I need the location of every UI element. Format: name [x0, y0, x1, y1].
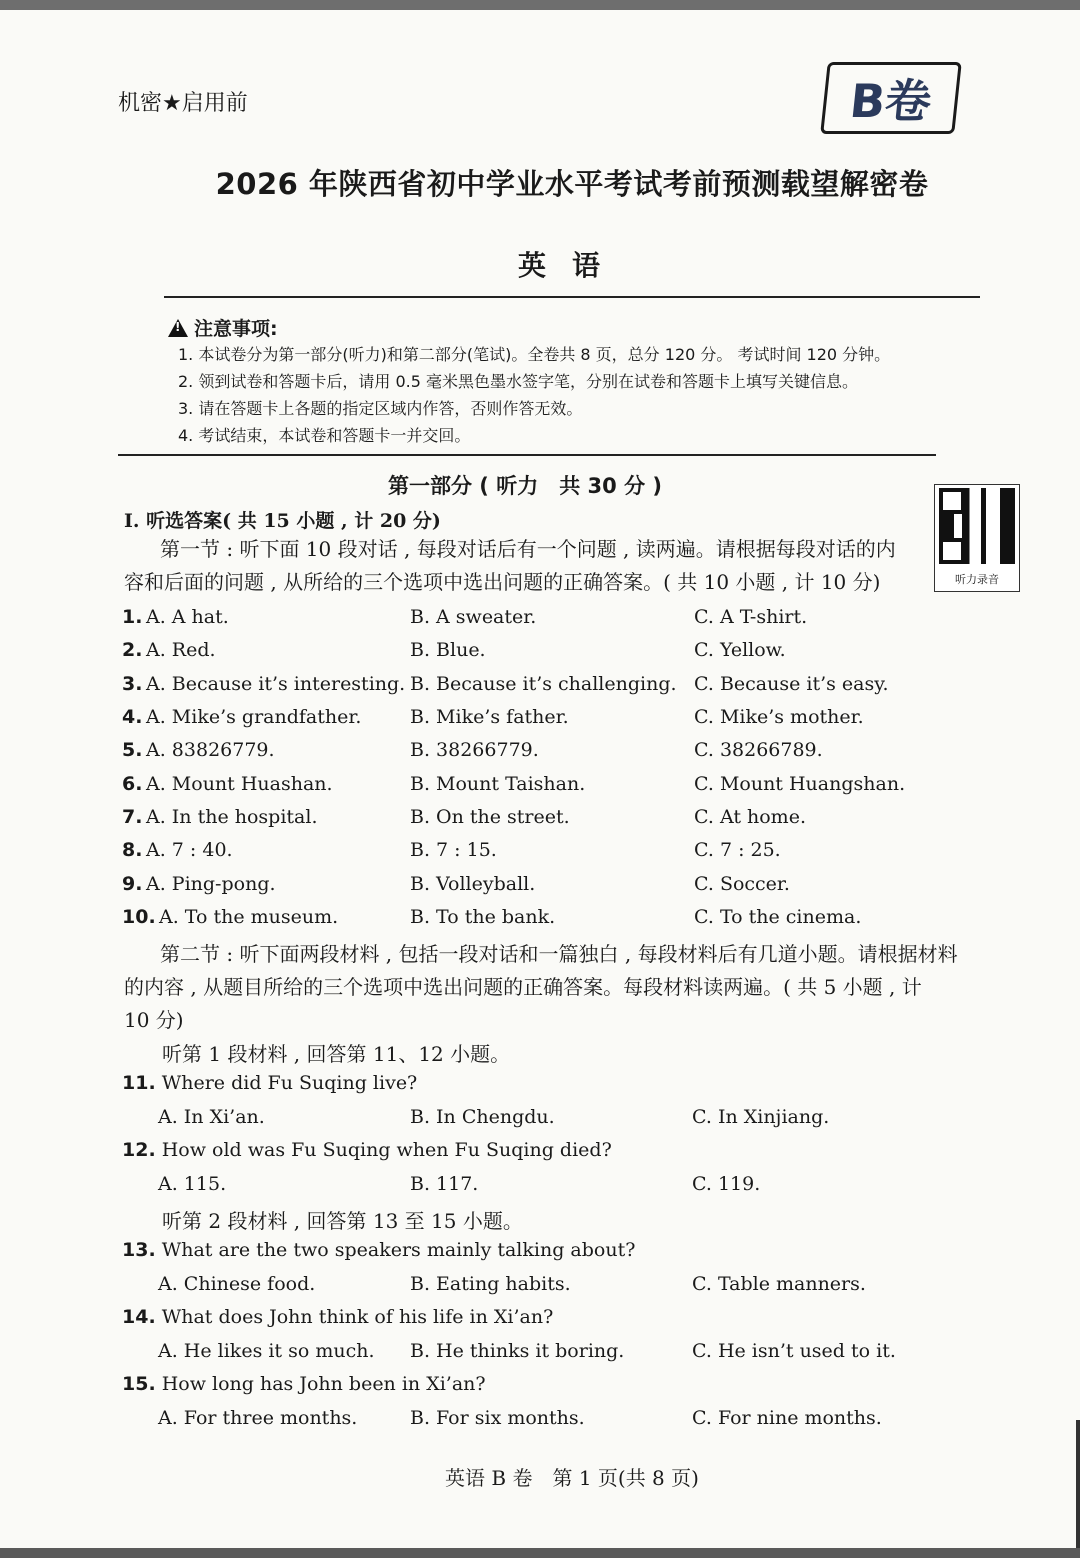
- notice-heading: [168, 314, 890, 341]
- option-b: B. Because it’s challenging.: [410, 673, 677, 695]
- scan-top-edge: [0, 0, 1080, 10]
- option-a: A. 7 : 40.: [146, 839, 233, 861]
- question-number: 11.: [122, 1072, 156, 1094]
- option-a: A. Mount Huashan.: [146, 773, 333, 795]
- option-b: B. A sweater.: [410, 606, 537, 628]
- question-text: What are the two speakers mainly talking about?: [161, 1239, 636, 1261]
- question-number: 2.: [122, 639, 143, 661]
- option-a: A. In the hospital.: [146, 806, 318, 828]
- question-stem: [122, 1373, 486, 1395]
- notice-item: 3. 请在答题卡上各题的指定区域内作答，否则作答无效。: [178, 399, 583, 418]
- section1-title: Ⅰ. 听选答案( 共 15 小题 , 计 20 分): [124, 510, 441, 532]
- question-row: [122, 739, 1002, 769]
- question-number: 15.: [122, 1373, 156, 1395]
- option-b: B. 38266779.: [410, 739, 539, 761]
- option-a: A. Mike’s grandfather.: [146, 706, 362, 728]
- option-b: B. Mount Taishan.: [410, 773, 586, 795]
- warning-icon: [168, 319, 188, 337]
- option-c: C. In Xinjiang.: [692, 1106, 830, 1128]
- option-c: C. 38266789.: [694, 739, 823, 761]
- question-row: [122, 906, 1002, 936]
- option-b: B. Blue.: [410, 639, 486, 661]
- option-row: [158, 1340, 1018, 1370]
- option-b: B. 7 : 15.: [410, 839, 497, 861]
- section1-instruction-line1: 第一节 : 听下面 10 段对话 , 每段对话后有一个问题 , 读两遍。请根据每段对话的内: [160, 537, 896, 561]
- exam-title: 2026 年陕西省初中学业水平考试考前预测载望解密卷: [215, 167, 929, 201]
- option-a: A. Because it’s interesting.: [146, 673, 406, 695]
- option-a: A. To the museum.: [159, 906, 339, 928]
- option-c: C. Yellow.: [694, 639, 786, 661]
- option-c: C. Mike’s mother.: [694, 706, 864, 728]
- notice-heading-text: 注意事项:: [194, 318, 278, 340]
- subject-title: 英语: [517, 249, 626, 282]
- option-b: B. On the street.: [410, 806, 570, 828]
- notice-box: [168, 314, 890, 449]
- option-b: B. He thinks it boring.: [410, 1340, 625, 1362]
- notice-item: 2. 领到试卷和答题卡后，请用 0.5 毫米黑色墨水签字笔，分别在试卷和答题卡上填写关键信息。: [178, 372, 858, 391]
- section2-instruction-line3: 10 分): [124, 1008, 184, 1032]
- question-row: [122, 706, 1002, 736]
- page-footer: 英语 B 卷 第 1 页(共 8 页): [445, 1466, 699, 1490]
- option-c: C. At home.: [694, 806, 806, 828]
- qr-caption: 听力录音: [955, 573, 999, 586]
- question-row: [122, 806, 1002, 836]
- part1-title: 第一部分 ( 听力 共 30 分 ): [388, 474, 662, 498]
- option-a: A. Chinese food.: [158, 1273, 316, 1295]
- question-stem: [122, 1139, 612, 1161]
- option-a: A. For three months.: [158, 1407, 358, 1429]
- question-text: Where did Fu Suqing live?: [161, 1072, 418, 1094]
- question-number: 7.: [122, 806, 143, 828]
- question-number: 10.: [122, 906, 156, 928]
- question-row: [122, 873, 1002, 903]
- option-b: B. For six months.: [410, 1407, 585, 1429]
- question-number: 3.: [122, 673, 143, 695]
- option-a: A. Red.: [146, 639, 216, 661]
- option-c: C. For nine months.: [692, 1407, 882, 1429]
- option-c: C. He isn’t used to it.: [692, 1340, 896, 1362]
- section1-instruction-line2: 容和后面的问题 , 从所给的三个选项中选出问题的正确答案。( 共 10 小题 , 计 10 分): [124, 570, 881, 594]
- option-c: C. 119.: [692, 1173, 761, 1195]
- divider-notice: [118, 454, 936, 456]
- notice-item: 1. 本试卷分为第一部分(听力)和第二部分(笔试)。全卷共 8 页，总分 120 分。 考试时间 120 分钟。: [178, 345, 891, 364]
- option-c: C. Mount Huangshan.: [694, 773, 906, 795]
- option-b: B. Mike’s father.: [410, 706, 569, 728]
- section2-instruction-line2: 的内容 , 从题目所给的三个选项中选出问题的正确答案。每段材料读两遍。( 共 5 小题 , 计: [124, 975, 922, 999]
- question-number: 9.: [122, 873, 143, 895]
- option-b: B. Eating habits.: [410, 1273, 571, 1295]
- divider-top: [164, 296, 980, 298]
- question-number: 1.: [122, 606, 143, 628]
- option-row: [158, 1407, 1018, 1437]
- question-row: [122, 606, 1002, 636]
- option-c: C. Soccer.: [694, 873, 790, 895]
- option-row: [158, 1106, 1018, 1136]
- material2-intro: 听第 2 段材料 , 回答第 13 至 15 小题。: [162, 1209, 523, 1233]
- question-row: [122, 773, 1002, 803]
- question-number: 13.: [122, 1239, 156, 1261]
- question-number: 12.: [122, 1139, 156, 1161]
- question-row: [122, 673, 1002, 703]
- option-c: C. To the cinema.: [694, 906, 862, 928]
- question-number: 5.: [122, 739, 143, 761]
- option-a: A. In Xi’an.: [158, 1106, 265, 1128]
- question-stem: [122, 1306, 553, 1328]
- question-stem: [122, 1072, 417, 1094]
- question-number: 14.: [122, 1306, 156, 1328]
- option-c: C. Table manners.: [692, 1273, 866, 1295]
- option-b: B. Volleyball.: [410, 873, 536, 895]
- paper-version-badge: B卷: [820, 62, 962, 134]
- option-c: C. A T-shirt.: [694, 606, 808, 628]
- option-c: C. Because it’s easy.: [694, 673, 889, 695]
- question-row: [122, 639, 1002, 669]
- scan-bottom-edge: [0, 1548, 1080, 1558]
- option-a: A. A hat.: [146, 606, 229, 628]
- notice-item: 4. 考试结束，本试卷和答题卡一并交回。: [178, 426, 471, 445]
- option-b: B. To the bank.: [410, 906, 556, 928]
- question-number: 6.: [122, 773, 143, 795]
- question-text: How old was Fu Suqing when Fu Suqing died?: [161, 1139, 612, 1161]
- question-text: What does John think of his life in Xi’an?: [161, 1306, 554, 1328]
- material1-intro: 听第 1 段材料 , 回答第 11、12 小题。: [162, 1042, 511, 1066]
- option-b: B. In Chengdu.: [410, 1106, 555, 1128]
- question-number: 4.: [122, 706, 143, 728]
- option-row: [158, 1273, 1018, 1303]
- option-a: A. He likes it so much.: [158, 1340, 375, 1362]
- question-number: 8.: [122, 839, 143, 861]
- question-stem: [122, 1239, 635, 1261]
- question-text: How long has John been in Xi’an?: [161, 1373, 486, 1395]
- option-row: [158, 1173, 1018, 1203]
- question-row: [122, 839, 1002, 869]
- confidential-label: 机密★启用前: [118, 91, 248, 116]
- option-a: A. 83826779.: [146, 739, 275, 761]
- option-c: C. 7 : 25.: [694, 839, 781, 861]
- section2-instruction-line1: 第二节 : 听下面两段材料 , 包括一段对话和一篇独白 , 每段材料后有几道小题。请根据材料: [160, 942, 958, 966]
- option-a: A. 115.: [158, 1173, 227, 1195]
- option-b: B. 117.: [410, 1173, 479, 1195]
- option-a: A. Ping-pong.: [146, 873, 276, 895]
